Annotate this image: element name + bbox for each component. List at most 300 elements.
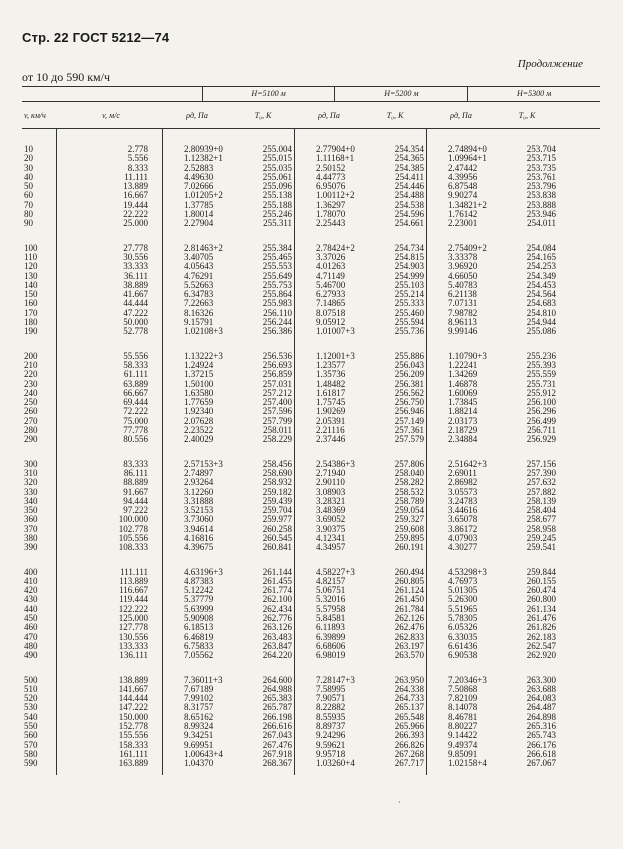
cell-t-5300: 254.349 [526, 270, 556, 281]
table-row [22, 407, 600, 416]
cell-pd-5100: 2.07628 [184, 415, 214, 426]
cell-pd-5200: 2.05391 [316, 415, 346, 426]
table-row [22, 389, 600, 398]
cell-speed-kmh: 210 [24, 359, 38, 370]
cell-pd-5100: 3.31888 [184, 495, 214, 506]
cell-speed-kmh: 450 [24, 613, 38, 624]
cell-speed-ms: 11.111 [124, 171, 148, 182]
cell-speed-kmh: 490 [24, 650, 38, 661]
column-header-row [22, 102, 600, 129]
cell-speed-kmh: 580 [24, 748, 38, 759]
cell-t-5300: 258.139 [526, 495, 556, 506]
cell-t-5200: 261.784 [394, 603, 424, 614]
cell-t-5300: 259.541 [526, 542, 556, 553]
altitude-header-row [22, 87, 600, 102]
cell-t-5200: 254.488 [394, 190, 424, 201]
cell-pd-5100: 2.81463+2 [184, 242, 223, 253]
table-row [22, 651, 600, 660]
cell-pd-5100: 3.73060 [184, 514, 214, 525]
cell-t-5200: 254.815 [394, 251, 424, 262]
cell-t-5200: 258.789 [394, 495, 424, 506]
table-row [22, 703, 600, 712]
cell-pd-5300: 2.03173 [448, 415, 478, 426]
cell-speed-ms: 30.556 [123, 251, 148, 262]
cell-t-5200: 267.717 [394, 758, 424, 769]
table-row [22, 469, 600, 478]
cell-t-5300: 265.316 [526, 721, 556, 732]
cell-speed-kmh: 300 [24, 458, 38, 469]
cell-speed-ms: 41.667 [123, 289, 148, 300]
cell-speed-ms: 36.111 [123, 270, 148, 281]
table-row [22, 497, 600, 506]
cell-t-5100: 257.596 [262, 406, 292, 417]
cell-t-5300: 261.134 [526, 603, 556, 614]
cell-speed-kmh: 340 [24, 495, 38, 506]
cell-speed-kmh: 230 [24, 378, 38, 389]
cell-speed-ms: 116.667 [119, 585, 148, 596]
table-row [22, 586, 600, 595]
cell-speed-kmh: 320 [24, 477, 38, 488]
cell-pd-5100: 1.12382+1 [184, 153, 223, 164]
cell-pd-5300: 7.20346+3 [448, 674, 487, 685]
table-row [22, 435, 600, 444]
cell-speed-ms: 75.000 [123, 415, 148, 426]
cell-t-5200: 257.579 [394, 434, 424, 445]
table-row [22, 515, 600, 524]
table-row [22, 722, 600, 731]
cell-speed-ms: 25.000 [123, 218, 148, 229]
cell-speed-ms: 16.667 [123, 190, 148, 201]
altitude-5200: H=5200 м [334, 87, 467, 101]
table-body [22, 129, 600, 769]
cell-pd-5300: 8.80227 [448, 721, 478, 732]
table-row [22, 262, 600, 271]
cell-pd-5100: 4.76291 [184, 270, 214, 281]
cell-t-5200: 256.209 [394, 369, 424, 380]
cell-t-5100: 255.061 [262, 171, 292, 182]
cell-speed-ms: 161.111 [119, 748, 148, 759]
cell-speed-ms: 86.111 [123, 467, 148, 478]
cell-t-5200: 260.494 [394, 566, 424, 577]
row-group [22, 244, 600, 337]
cell-speed-ms: 27.778 [123, 242, 148, 253]
cell-pd-5100: 1.00643+4 [184, 748, 223, 759]
cell-pd-5100: 1.01205+2 [184, 190, 223, 201]
cell-speed-ms: 100.000 [118, 514, 148, 525]
cell-t-5100: 263.126 [262, 622, 292, 633]
cell-t-5300: 260.474 [526, 585, 556, 596]
cell-t-5100: 258.011 [263, 425, 292, 436]
cell-pd-5200: 6.27933 [316, 289, 346, 300]
cell-t-5300: 253.715 [526, 153, 556, 164]
cell-speed-kmh: 190 [24, 326, 38, 337]
table-row [22, 370, 600, 379]
cell-speed-kmh: 290 [24, 434, 38, 445]
cell-speed-ms: 47.222 [123, 307, 148, 318]
cell-pd-5100: 1.37215 [184, 369, 214, 380]
table-row [22, 244, 600, 253]
cell-pd-5100: 2.74897 [184, 467, 214, 478]
cell-pd-5100: 1.80014 [184, 209, 214, 220]
cell-pd-5100: 6.34783 [184, 289, 214, 300]
cell-pd-5200: 1.75745 [316, 397, 346, 408]
altitude-5100: H=5100 м [202, 87, 335, 101]
cell-t-5300: 264.083 [526, 693, 556, 704]
cell-t-5100: 265.787 [262, 702, 292, 713]
cell-speed-ms: 97.222 [123, 505, 148, 516]
cell-t-5300: 255.731 [526, 378, 556, 389]
cell-t-5300: 254.165 [526, 251, 556, 262]
cell-t-5200: 256.946 [394, 406, 424, 417]
cell-t-5200: 258.040 [394, 467, 424, 478]
cell-speed-kmh: 350 [24, 505, 38, 516]
cell-pd-5100: 5.52663 [184, 279, 214, 290]
cell-t-5300: 256.100 [526, 397, 556, 408]
cell-speed-kmh: 130 [24, 270, 38, 281]
cell-pd-5300: 5.78305 [448, 613, 478, 624]
cell-pd-5300: 4.76973 [448, 575, 478, 586]
cell-pd-5200: 2.37446 [316, 434, 346, 445]
table-row [22, 281, 600, 290]
cell-t-5100: 259.704 [262, 505, 292, 516]
cell-t-5200: 254.411 [395, 171, 424, 182]
table-row [22, 318, 600, 327]
table-row [22, 694, 600, 703]
cell-pd-5100: 7.67189 [184, 683, 214, 694]
cell-pd-5200: 2.77904+0 [316, 144, 355, 154]
cell-t-5200: 255.736 [394, 326, 424, 337]
cell-pd-5100: 6.18513 [184, 622, 214, 633]
table-row [22, 460, 600, 469]
cell-speed-kmh: 310 [24, 467, 38, 478]
cell-speed-ms: 33.333 [123, 261, 148, 272]
cell-speed-ms: 69.444 [123, 397, 148, 408]
cell-t-5100: 255.246 [262, 209, 292, 220]
cell-t-5100: 265.383 [262, 693, 292, 704]
cell-t-5300: 256.499 [526, 415, 556, 426]
cell-pd-5100: 1.77659 [184, 397, 214, 408]
cell-t-5300: 255.912 [526, 387, 556, 398]
cell-speed-ms: 147.222 [118, 702, 148, 713]
atmosphere-table [22, 86, 600, 784]
table-row [22, 676, 600, 685]
cell-pd-5300: 4.39956 [448, 171, 478, 182]
cell-t-5100: 262.434 [262, 603, 292, 614]
cell-pd-5100: 7.05562 [184, 650, 214, 661]
cell-pd-5100: 1.50100 [184, 378, 214, 389]
table-row [22, 731, 600, 740]
cell-speed-kmh: 160 [24, 298, 38, 309]
cell-t-5300: 258.404 [526, 505, 556, 516]
cell-t-5200: 261.124 [394, 585, 424, 596]
cell-t-5200: 259.895 [394, 532, 424, 543]
cell-pd-5200: 3.48369 [316, 505, 346, 516]
cell-t-5100: 257.400 [262, 397, 292, 408]
table-row [22, 380, 600, 389]
cell-speed-kmh: 250 [24, 397, 38, 408]
cell-t-5200: 254.354 [394, 144, 424, 154]
cell-t-5200: 254.538 [394, 199, 424, 210]
cell-t-5100: 255.465 [262, 251, 292, 262]
cell-pd-5300: 1.76142 [448, 209, 478, 220]
cell-speed-kmh: 280 [24, 425, 38, 436]
table-row [22, 623, 600, 632]
cell-pd-5100: 1.63580 [184, 387, 214, 398]
cell-pd-5200: 5.46700 [316, 279, 346, 290]
cell-speed-ms: 144.444 [118, 693, 148, 704]
cell-t-5200: 254.596 [394, 209, 424, 220]
cell-pd-5200: 4.58227+3 [316, 566, 355, 577]
cell-pd-5100: 3.40705 [184, 251, 214, 262]
cell-speed-kmh: 70 [24, 199, 33, 210]
cell-pd-5300: 1.10790+3 [448, 350, 487, 361]
cell-t-5100: 259.439 [262, 495, 292, 506]
cell-pd-5100: 8.99324 [184, 721, 214, 732]
cell-t-5300: 262.183 [526, 631, 556, 642]
cell-t-5100: 255.015 [262, 153, 292, 164]
cell-t-5100: 261.144 [262, 566, 292, 577]
cell-speed-ms: 88.889 [123, 477, 148, 488]
cell-pd-5100: 1.37785 [184, 199, 214, 210]
cell-t-5100: 263.483 [262, 631, 292, 642]
cell-speed-kmh: 170 [24, 307, 38, 318]
cell-t-5100: 256.693 [262, 359, 292, 370]
cell-pd-5100: 3.12260 [184, 486, 214, 497]
cell-t-5300: 255.559 [526, 369, 556, 380]
cell-pd-5100: 4.39675 [184, 542, 214, 553]
cell-t-5200: 260.191 [394, 542, 424, 553]
row-group [22, 145, 600, 229]
cell-speed-ms: 108.333 [118, 542, 148, 553]
cell-t-5300: 262.547 [526, 640, 556, 651]
cell-speed-ms: 138.889 [118, 674, 148, 685]
cell-pd-5300: 5.01305 [448, 585, 478, 596]
cell-t-5200: 257.361 [394, 425, 424, 436]
cell-pd-5100: 9.15791 [184, 317, 214, 328]
table-row [22, 173, 600, 182]
cell-t-5100: 256.244 [262, 317, 292, 328]
cell-speed-kmh: 240 [24, 387, 38, 398]
cell-pd-5200: 1.23577 [316, 359, 346, 370]
cell-t-5300: 253.946 [526, 209, 556, 220]
cell-t-5100: 261.774 [262, 585, 292, 596]
cell-pd-5300: 6.90538 [448, 650, 478, 661]
cell-pd-5100: 8.16326 [184, 307, 214, 318]
cell-speed-ms: 105.556 [118, 532, 148, 543]
cell-t-5300: 254.564 [526, 289, 556, 300]
cell-pd-5200: 9.59621 [316, 739, 346, 750]
cell-t-5200: 259.327 [394, 514, 424, 525]
cell-speed-ms: 152.778 [118, 721, 148, 732]
cell-t-5300: 259.245 [526, 532, 556, 543]
cell-speed-kmh: 270 [24, 415, 38, 426]
cell-t-5300: 253.888 [526, 199, 556, 210]
cell-pd-5100: 6.75833 [184, 640, 214, 651]
cell-pd-5100: 4.49630 [184, 171, 214, 182]
cell-t-5200: 258.282 [394, 477, 424, 488]
cell-t-5100: 258.456 [262, 458, 292, 469]
cell-speed-kmh: 120 [24, 261, 38, 272]
cell-pd-5200: 5.57958 [316, 603, 346, 614]
cell-pd-5300: 3.65078 [448, 514, 478, 525]
cell-pd-5200: 1.01007+3 [316, 326, 355, 337]
table-row [22, 568, 600, 577]
cell-speed-kmh: 10 [24, 144, 33, 154]
cell-t-5200: 264.338 [394, 683, 424, 694]
cell-speed-ms: 80.556 [123, 434, 148, 445]
table-row [22, 154, 600, 163]
cell-pd-5100: 7.02666 [184, 181, 214, 192]
cell-t-5200: 265.966 [394, 721, 424, 732]
cell-t-5100: 256.386 [262, 326, 292, 337]
cell-t-5100: 255.384 [262, 242, 292, 253]
cell-t-5100: 255.983 [262, 298, 292, 309]
table-row [22, 191, 600, 200]
cell-pd-5300: 9.49374 [448, 739, 478, 750]
cell-pd-5300: 7.07131 [448, 298, 478, 309]
cell-pd-5200: 2.21116 [316, 425, 345, 436]
cell-pd-5100: 5.90908 [184, 613, 214, 624]
cell-speed-ms: 111.111 [120, 566, 148, 577]
cell-t-5100: 260.258 [262, 523, 292, 534]
cell-t-5200: 254.365 [394, 153, 424, 164]
table-row [22, 525, 600, 534]
cell-speed-kmh: 470 [24, 631, 38, 642]
cell-t-5100: 261.455 [262, 575, 292, 586]
cell-t-5100: 258.229 [262, 434, 292, 445]
table-row [22, 506, 600, 515]
cell-pd-5100: 1.92340 [184, 406, 214, 417]
cell-pd-5100: 2.93264 [184, 477, 214, 488]
cell-t-5300: 253.735 [526, 162, 556, 173]
cell-pd-5200: 7.58995 [316, 683, 346, 694]
cell-speed-ms: 77.778 [123, 425, 148, 436]
cell-speed-kmh: 560 [24, 730, 38, 741]
cell-pd-5200: 3.37026 [316, 251, 346, 262]
cell-speed-ms: 125.000 [118, 613, 148, 624]
cell-speed-kmh: 90 [24, 218, 33, 229]
cell-pd-5200: 1.90269 [316, 406, 346, 417]
cell-pd-5100: 7.99102 [184, 693, 214, 704]
cell-t-5200: 254.385 [394, 162, 424, 173]
cell-speed-kmh: 430 [24, 594, 38, 605]
cell-pd-5200: 2.90110 [316, 477, 345, 488]
row-group [22, 676, 600, 769]
cell-pd-5200: 2.78424+2 [316, 242, 355, 253]
cell-t-5100: 268.367 [262, 758, 292, 769]
row-group [22, 352, 600, 445]
cell-speed-ms: 122.222 [118, 603, 148, 614]
cell-pd-5300: 1.34821+2 [448, 199, 487, 210]
cell-t-5200: 256.381 [394, 378, 424, 389]
cell-speed-ms: 133.333 [118, 640, 148, 651]
cell-speed-ms: 72.222 [123, 406, 148, 417]
cell-pd-5300: 7.98782 [448, 307, 478, 318]
cell-t-5200: 266.393 [394, 730, 424, 741]
cell-speed-ms: 22.222 [123, 209, 148, 220]
cell-t-5200: 262.126 [394, 613, 424, 624]
cell-pd-5200: 6.95076 [316, 181, 346, 192]
col-t-5200: T₀, К [386, 110, 404, 120]
cell-t-5300: 257.390 [526, 467, 556, 478]
cell-pd-5200: 4.44773 [316, 171, 346, 182]
cell-t-5300: 257.882 [526, 486, 556, 497]
cell-pd-5300: 3.44616 [448, 505, 478, 516]
table-row [22, 478, 600, 487]
cell-pd-5200: 4.82157 [316, 575, 346, 586]
cell-t-5200: 267.268 [394, 748, 424, 759]
cell-pd-5300: 4.30277 [448, 542, 478, 553]
cell-pd-5100: 3.52153 [184, 505, 214, 516]
cell-speed-kmh: 410 [24, 575, 38, 586]
cell-t-5100: 264.600 [262, 674, 292, 685]
cell-pd-5300: 8.46781 [448, 711, 478, 722]
cell-pd-5300: 6.21138 [448, 289, 477, 300]
cell-speed-kmh: 150 [24, 289, 38, 300]
cell-pd-5300: 4.07903 [448, 532, 478, 543]
col-speed-ms: v, м/с [102, 110, 120, 120]
cell-speed-kmh: 30 [24, 162, 33, 173]
cell-t-5300: 261.826 [526, 622, 556, 633]
table-row [22, 210, 600, 219]
cell-pd-5200: 8.55935 [316, 711, 346, 722]
cell-t-5100: 255.096 [262, 181, 292, 192]
cell-speed-ms: 55.556 [123, 350, 148, 361]
cell-t-5200: 254.903 [394, 261, 424, 272]
cell-t-5100: 262.776 [262, 613, 292, 624]
cell-pd-5100: 4.87383 [184, 575, 214, 586]
table-row [22, 299, 600, 308]
cell-t-5300: 255.393 [526, 359, 556, 370]
table-row [22, 577, 600, 586]
cell-speed-ms: 163.889 [118, 758, 148, 769]
cell-t-5100: 255.311 [263, 218, 292, 229]
cell-speed-ms: 119.444 [119, 594, 148, 605]
cell-speed-kmh: 180 [24, 317, 38, 328]
cell-pd-5200: 2.50152 [316, 162, 346, 173]
cell-t-5300: 261.476 [526, 613, 556, 624]
cell-pd-5100: 9.69951 [184, 739, 214, 750]
footer-mark: · [398, 798, 401, 807]
cell-speed-ms: 8.333 [127, 162, 148, 173]
table-row [22, 685, 600, 694]
cell-t-5300: 256.929 [526, 434, 556, 445]
cell-t-5100: 255.138 [262, 190, 292, 201]
cell-t-5300: 255.086 [526, 326, 556, 337]
cell-speed-kmh: 360 [24, 514, 38, 525]
cell-t-5100: 266.616 [262, 721, 292, 732]
cell-speed-kmh: 330 [24, 486, 38, 497]
cell-t-5100: 257.212 [262, 387, 292, 398]
cell-t-5100: 256.859 [262, 369, 292, 380]
cell-t-5100: 256.536 [262, 350, 292, 361]
cell-pd-5100: 1.13222+3 [184, 350, 223, 361]
cell-speed-kmh: 500 [24, 674, 38, 685]
cell-t-5200: 263.950 [394, 674, 424, 685]
table-row [22, 309, 600, 318]
cell-pd-5200: 6.39899 [316, 631, 346, 642]
cell-speed-ms: 158.333 [118, 739, 148, 750]
cell-pd-5200: 5.06751 [316, 585, 346, 596]
cell-speed-kmh: 50 [24, 181, 33, 192]
cell-t-5100: 267.476 [262, 739, 292, 750]
cell-pd-5100: 4.63196+3 [184, 566, 223, 577]
cell-speed-kmh: 570 [24, 739, 38, 750]
cell-speed-ms: 50.000 [123, 317, 148, 328]
cell-pd-5100: 5.12242 [184, 585, 214, 596]
cell-t-5100: 260.545 [262, 532, 292, 543]
cell-speed-ms: 155.556 [118, 730, 148, 741]
